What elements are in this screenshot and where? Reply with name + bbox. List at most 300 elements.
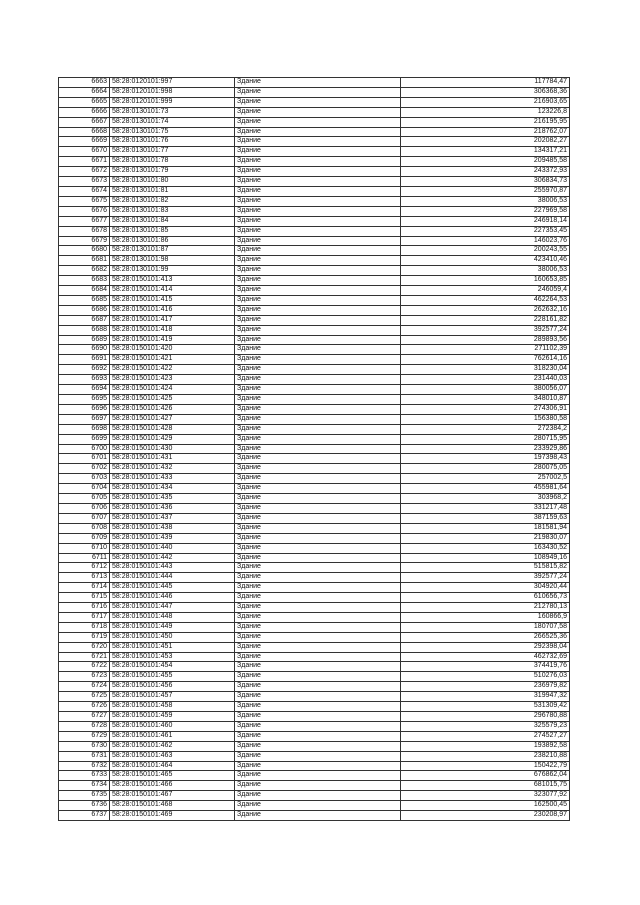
table-row xyxy=(59,345,570,355)
table-row xyxy=(59,573,570,583)
cadastral-value: 146023,76 xyxy=(401,236,570,246)
cadastral-number: 58:28:0150101:413 xyxy=(110,276,235,286)
cadastral-number: 58:28:0150101:416 xyxy=(110,305,235,315)
row-number: 6713 xyxy=(59,573,110,583)
cadastral-number: 58:28:0150101:447 xyxy=(110,603,235,613)
table-row xyxy=(59,167,570,177)
object-type: Здание xyxy=(235,414,401,424)
row-number: 6686 xyxy=(59,305,110,315)
row-number: 6678 xyxy=(59,226,110,236)
cadastral-value: 230208,97 xyxy=(401,811,570,821)
row-number: 6730 xyxy=(59,741,110,751)
table-row xyxy=(59,147,570,157)
table-row xyxy=(59,751,570,761)
cadastral-number: 58:28:0130101:81 xyxy=(110,186,235,196)
cadastral-value: 392577,24 xyxy=(401,573,570,583)
table-row xyxy=(59,276,570,286)
cadastral-value: 156380,58 xyxy=(401,414,570,424)
cadastral-number: 58:28:0130101:79 xyxy=(110,167,235,177)
row-number: 6717 xyxy=(59,612,110,622)
row-number: 6702 xyxy=(59,464,110,474)
cadastral-value: 331217,48 xyxy=(401,503,570,513)
row-number: 6715 xyxy=(59,593,110,603)
cadastral-number: 58:28:0150101:431 xyxy=(110,454,235,464)
row-number: 6689 xyxy=(59,335,110,345)
row-number: 6731 xyxy=(59,751,110,761)
row-number: 6685 xyxy=(59,295,110,305)
row-number: 6674 xyxy=(59,186,110,196)
cadastral-value: 255970,87 xyxy=(401,186,570,196)
cadastral-number: 58:28:0150101:469 xyxy=(110,811,235,821)
object-type: Здание xyxy=(235,375,401,385)
cadastral-number: 58:28:0120101:997 xyxy=(110,78,235,88)
row-number: 6673 xyxy=(59,177,110,187)
table-row xyxy=(59,672,570,682)
object-type: Здание xyxy=(235,365,401,375)
cadastral-value: 123226,8 xyxy=(401,107,570,117)
cadastral-number: 58:28:0150101:458 xyxy=(110,702,235,712)
table-row xyxy=(59,375,570,385)
table-row xyxy=(59,553,570,563)
cadastral-number: 58:28:0130101:99 xyxy=(110,266,235,276)
row-number: 6734 xyxy=(59,781,110,791)
row-number: 6683 xyxy=(59,276,110,286)
row-number: 6684 xyxy=(59,286,110,296)
cadastral-number: 58:28:0150101:442 xyxy=(110,553,235,563)
object-type: Здание xyxy=(235,127,401,137)
cadastral-number: 58:28:0150101:455 xyxy=(110,672,235,682)
cadastral-value: 303968,2 xyxy=(401,494,570,504)
cadastral-number: 58:28:0150101:444 xyxy=(110,573,235,583)
cadastral-value: 380056,07 xyxy=(401,385,570,395)
cadastral-value: 531309,42 xyxy=(401,702,570,712)
cadastral-number: 58:28:0150101:454 xyxy=(110,662,235,672)
object-type: Здание xyxy=(235,801,401,811)
object-type: Здание xyxy=(235,97,401,107)
object-type: Здание xyxy=(235,78,401,88)
object-type: Здание xyxy=(235,494,401,504)
object-type: Здание xyxy=(235,721,401,731)
cadastral-number: 58:28:0150101:437 xyxy=(110,513,235,523)
table-row xyxy=(59,325,570,335)
row-number: 6690 xyxy=(59,345,110,355)
table-row xyxy=(59,702,570,712)
row-number: 6664 xyxy=(59,87,110,97)
row-number: 6695 xyxy=(59,395,110,405)
object-type: Здание xyxy=(235,791,401,801)
cadastral-value: 162500,45 xyxy=(401,801,570,811)
row-number: 6726 xyxy=(59,702,110,712)
row-number: 6706 xyxy=(59,503,110,513)
cadastral-number: 58:28:0150101:456 xyxy=(110,682,235,692)
row-number: 6714 xyxy=(59,583,110,593)
object-type: Здание xyxy=(235,345,401,355)
object-type: Здание xyxy=(235,484,401,494)
cadastral-number: 58:28:0150101:422 xyxy=(110,365,235,375)
row-number: 6677 xyxy=(59,216,110,226)
table-row xyxy=(59,811,570,821)
cadastral-number: 58:28:0150101:468 xyxy=(110,801,235,811)
object-type: Здание xyxy=(235,672,401,682)
cadastral-number: 58:28:0130101:76 xyxy=(110,137,235,147)
table-row xyxy=(59,216,570,226)
row-number: 6682 xyxy=(59,266,110,276)
object-type: Здание xyxy=(235,315,401,325)
table-row xyxy=(59,385,570,395)
row-number: 6681 xyxy=(59,256,110,266)
cadastral-number: 58:28:0150101:450 xyxy=(110,632,235,642)
object-type: Здание xyxy=(235,157,401,167)
cadastral-number: 58:28:0150101:464 xyxy=(110,761,235,771)
row-number: 6667 xyxy=(59,117,110,127)
cadastral-value: 180707,58 xyxy=(401,622,570,632)
row-number: 6711 xyxy=(59,553,110,563)
row-number: 6691 xyxy=(59,355,110,365)
row-number: 6707 xyxy=(59,513,110,523)
cadastral-value: 515815,82 xyxy=(401,563,570,573)
table-row xyxy=(59,464,570,474)
table-row xyxy=(59,642,570,652)
cadastral-number: 58:28:0150101:430 xyxy=(110,444,235,454)
row-number: 6700 xyxy=(59,444,110,454)
cadastral-value: 296780,88 xyxy=(401,712,570,722)
row-number: 6729 xyxy=(59,731,110,741)
row-number: 6665 xyxy=(59,97,110,107)
table-row xyxy=(59,424,570,434)
object-type: Здание xyxy=(235,612,401,622)
row-number: 6675 xyxy=(59,196,110,206)
object-type: Здание xyxy=(235,226,401,236)
row-number: 6720 xyxy=(59,642,110,652)
object-type: Здание xyxy=(235,513,401,523)
cadastral-value: 280075,05 xyxy=(401,464,570,474)
object-type: Здание xyxy=(235,87,401,97)
table-row xyxy=(59,266,570,276)
cadastral-value: 218762,07 xyxy=(401,127,570,137)
row-number: 6721 xyxy=(59,652,110,662)
table-row xyxy=(59,414,570,424)
object-type: Здание xyxy=(235,533,401,543)
cadastral-value: 304920,44 xyxy=(401,583,570,593)
row-number: 6737 xyxy=(59,811,110,821)
cadastral-number: 58:28:0120101:999 xyxy=(110,97,235,107)
cadastral-value: 306834,73 xyxy=(401,177,570,187)
row-number: 6666 xyxy=(59,107,110,117)
row-number: 6679 xyxy=(59,236,110,246)
row-number: 6733 xyxy=(59,771,110,781)
cadastral-value: 246918,14 xyxy=(401,216,570,226)
object-type: Здание xyxy=(235,603,401,613)
cadastral-value: 243372,93 xyxy=(401,167,570,177)
object-type: Здание xyxy=(235,286,401,296)
object-type: Здание xyxy=(235,167,401,177)
row-number: 6723 xyxy=(59,672,110,682)
row-number: 6693 xyxy=(59,375,110,385)
object-type: Здание xyxy=(235,266,401,276)
cadastral-number: 58:28:0150101:451 xyxy=(110,642,235,652)
object-type: Здание xyxy=(235,117,401,127)
row-number: 6672 xyxy=(59,167,110,177)
row-number: 6668 xyxy=(59,127,110,137)
row-number: 6680 xyxy=(59,246,110,256)
cadastral-number: 58:28:0150101:466 xyxy=(110,781,235,791)
row-number: 6697 xyxy=(59,414,110,424)
cadastral-number: 58:28:0150101:423 xyxy=(110,375,235,385)
row-number: 6709 xyxy=(59,533,110,543)
table-row xyxy=(59,603,570,613)
object-type: Здание xyxy=(235,741,401,751)
table-body xyxy=(59,78,570,821)
cadastral-value: 257002,5 xyxy=(401,474,570,484)
cadastral-number: 58:28:0150101:467 xyxy=(110,791,235,801)
row-number: 6701 xyxy=(59,454,110,464)
cadastral-number: 58:28:0150101:457 xyxy=(110,692,235,702)
table-row xyxy=(59,395,570,405)
object-type: Здание xyxy=(235,583,401,593)
cadastral-number: 58:28:0150101:465 xyxy=(110,771,235,781)
table-row xyxy=(59,157,570,167)
table-row xyxy=(59,771,570,781)
cadastral-value: 266525,36 xyxy=(401,632,570,642)
cadastral-number: 58:28:0150101:417 xyxy=(110,315,235,325)
table-row xyxy=(59,186,570,196)
row-number: 6708 xyxy=(59,523,110,533)
table-row xyxy=(59,563,570,573)
row-number: 6670 xyxy=(59,147,110,157)
table-row xyxy=(59,484,570,494)
cadastral-number: 58:28:0150101:439 xyxy=(110,533,235,543)
cadastral-value: 233929,86 xyxy=(401,444,570,454)
object-type: Здание xyxy=(235,593,401,603)
cadastral-number: 58:28:0130101:75 xyxy=(110,127,235,137)
row-number: 6676 xyxy=(59,206,110,216)
object-type: Здание xyxy=(235,186,401,196)
table-row xyxy=(59,256,570,266)
cadastral-number: 58:28:0150101:460 xyxy=(110,721,235,731)
table-row xyxy=(59,434,570,444)
object-type: Здание xyxy=(235,503,401,513)
object-type: Здание xyxy=(235,137,401,147)
cadastral-number: 58:28:0150101:445 xyxy=(110,583,235,593)
row-number: 6727 xyxy=(59,712,110,722)
table-row xyxy=(59,781,570,791)
cadastral-value: 108949,16 xyxy=(401,553,570,563)
cadastral-number: 58:28:0150101:426 xyxy=(110,404,235,414)
cadastral-value: 392577,24 xyxy=(401,325,570,335)
table-row xyxy=(59,533,570,543)
table-row xyxy=(59,474,570,484)
cadastral-number: 58:28:0130101:84 xyxy=(110,216,235,226)
cadastral-value: 246059,4 xyxy=(401,286,570,296)
object-type: Здание xyxy=(235,771,401,781)
row-number: 6669 xyxy=(59,137,110,147)
object-type: Здание xyxy=(235,761,401,771)
table-row xyxy=(59,444,570,454)
row-number: 6694 xyxy=(59,385,110,395)
object-type: Здание xyxy=(235,642,401,652)
table-row xyxy=(59,196,570,206)
cadastral-number: 58:28:0130101:83 xyxy=(110,206,235,216)
cadastral-number: 58:28:0150101:438 xyxy=(110,523,235,533)
row-number: 6718 xyxy=(59,622,110,632)
cadastral-number: 58:28:0150101:435 xyxy=(110,494,235,504)
table-row xyxy=(59,632,570,642)
object-type: Здание xyxy=(235,216,401,226)
object-type: Здание xyxy=(235,256,401,266)
object-type: Здание xyxy=(235,107,401,117)
cadastral-number: 58:28:0130101:80 xyxy=(110,177,235,187)
cadastral-value: 216903,65 xyxy=(401,97,570,107)
cadastral-number: 58:28:0130101:77 xyxy=(110,147,235,157)
object-type: Здание xyxy=(235,692,401,702)
table-row xyxy=(59,236,570,246)
row-number: 6716 xyxy=(59,603,110,613)
table-row xyxy=(59,721,570,731)
row-number: 6728 xyxy=(59,721,110,731)
table-row xyxy=(59,731,570,741)
object-type: Здание xyxy=(235,563,401,573)
table-row xyxy=(59,692,570,702)
cadastral-value: 318230,04 xyxy=(401,365,570,375)
cadastral-value: 681015,75 xyxy=(401,781,570,791)
row-number: 6663 xyxy=(59,78,110,88)
cadastral-value: 423410,46 xyxy=(401,256,570,266)
cadastral-number: 58:28:0150101:415 xyxy=(110,295,235,305)
cadastral-value: 200243,55 xyxy=(401,246,570,256)
table-row xyxy=(59,494,570,504)
cadastral-number: 58:28:0150101:448 xyxy=(110,612,235,622)
cadastral-value: 325579,23 xyxy=(401,721,570,731)
cadastral-number: 58:28:0120101:998 xyxy=(110,87,235,97)
cadastral-value: 292398,04 xyxy=(401,642,570,652)
table-row xyxy=(59,741,570,751)
row-number: 6687 xyxy=(59,315,110,325)
object-type: Здание xyxy=(235,404,401,414)
table-row xyxy=(59,622,570,632)
cadastral-value: 280715,95 xyxy=(401,434,570,444)
row-number: 6699 xyxy=(59,434,110,444)
cadastral-value: 676862,04 xyxy=(401,771,570,781)
table-row xyxy=(59,246,570,256)
row-number: 6735 xyxy=(59,791,110,801)
row-number: 6736 xyxy=(59,801,110,811)
cadastral-value: 289893,56 xyxy=(401,335,570,345)
cadastral-value: 228161,82 xyxy=(401,315,570,325)
table-row xyxy=(59,503,570,513)
cadastral-number: 58:28:0150101:414 xyxy=(110,286,235,296)
cadastral-number: 58:28:0130101:85 xyxy=(110,226,235,236)
object-type: Здание xyxy=(235,553,401,563)
cadastral-value: 212780,13 xyxy=(401,603,570,613)
table-row xyxy=(59,454,570,464)
table-row xyxy=(59,97,570,107)
object-type: Здание xyxy=(235,444,401,454)
cadastral-number: 58:28:0150101:419 xyxy=(110,335,235,345)
cadastral-value: 274306,91 xyxy=(401,404,570,414)
object-type: Здание xyxy=(235,355,401,365)
cadastral-number: 58:28:0150101:440 xyxy=(110,543,235,553)
cadastral-number: 58:28:0150101:462 xyxy=(110,741,235,751)
object-type: Здание xyxy=(235,632,401,642)
table-row xyxy=(59,286,570,296)
cadastral-value: 216195,95 xyxy=(401,117,570,127)
object-type: Здание xyxy=(235,523,401,533)
cadastral-value: 348010,87 xyxy=(401,395,570,405)
table-row xyxy=(59,226,570,236)
object-type: Здание xyxy=(235,395,401,405)
object-type: Здание xyxy=(235,454,401,464)
cadastral-number: 58:28:0150101:436 xyxy=(110,503,235,513)
table-row xyxy=(59,335,570,345)
row-number: 6704 xyxy=(59,484,110,494)
cadastral-value: 462264,53 xyxy=(401,295,570,305)
table-row xyxy=(59,127,570,137)
table-row xyxy=(59,662,570,672)
cadastral-value: 462732,69 xyxy=(401,652,570,662)
cadastral-number: 58:28:0130101:98 xyxy=(110,256,235,266)
table-row xyxy=(59,107,570,117)
object-type: Здание xyxy=(235,474,401,484)
cadastral-value: 238210,88 xyxy=(401,751,570,761)
cadastral-number: 58:28:0130101:73 xyxy=(110,107,235,117)
row-number: 6710 xyxy=(59,543,110,553)
object-type: Здание xyxy=(235,424,401,434)
cadastral-value: 117784,47 xyxy=(401,78,570,88)
object-type: Здание xyxy=(235,731,401,741)
object-type: Здание xyxy=(235,652,401,662)
row-number: 6724 xyxy=(59,682,110,692)
object-type: Здание xyxy=(235,543,401,553)
table-row xyxy=(59,543,570,553)
table-row xyxy=(59,137,570,147)
object-type: Здание xyxy=(235,147,401,157)
row-number: 6722 xyxy=(59,662,110,672)
cadastral-number: 58:28:0150101:463 xyxy=(110,751,235,761)
cadastral-number: 58:28:0150101:432 xyxy=(110,464,235,474)
object-type: Здание xyxy=(235,295,401,305)
table-row xyxy=(59,652,570,662)
row-number: 6692 xyxy=(59,365,110,375)
cadastral-value: 197398,43 xyxy=(401,454,570,464)
cadastral-number: 58:28:0130101:78 xyxy=(110,157,235,167)
cadastral-value: 150422,79 xyxy=(401,761,570,771)
cadastral-value: 323077,92 xyxy=(401,791,570,801)
cadastral-number: 58:28:0150101:418 xyxy=(110,325,235,335)
object-type: Здание xyxy=(235,434,401,444)
cadastral-value: 160653,85 xyxy=(401,276,570,286)
cadastral-value: 306368,36 xyxy=(401,87,570,97)
table-row xyxy=(59,305,570,315)
row-number: 6719 xyxy=(59,632,110,642)
table-row xyxy=(59,295,570,305)
cadastral-number: 58:28:0150101:420 xyxy=(110,345,235,355)
object-type: Здание xyxy=(235,177,401,187)
object-type: Здание xyxy=(235,712,401,722)
row-number: 6671 xyxy=(59,157,110,167)
row-number: 6688 xyxy=(59,325,110,335)
table-row xyxy=(59,177,570,187)
row-number: 6712 xyxy=(59,563,110,573)
cadastral-value: 193892,58 xyxy=(401,741,570,751)
table-row xyxy=(59,583,570,593)
object-type: Здание xyxy=(235,276,401,286)
table-row xyxy=(59,682,570,692)
table-row xyxy=(59,206,570,216)
table-row xyxy=(59,801,570,811)
object-type: Здание xyxy=(235,662,401,672)
cadastral-value: 319947,32 xyxy=(401,692,570,702)
cadastral-value: 202082,27 xyxy=(401,137,570,147)
